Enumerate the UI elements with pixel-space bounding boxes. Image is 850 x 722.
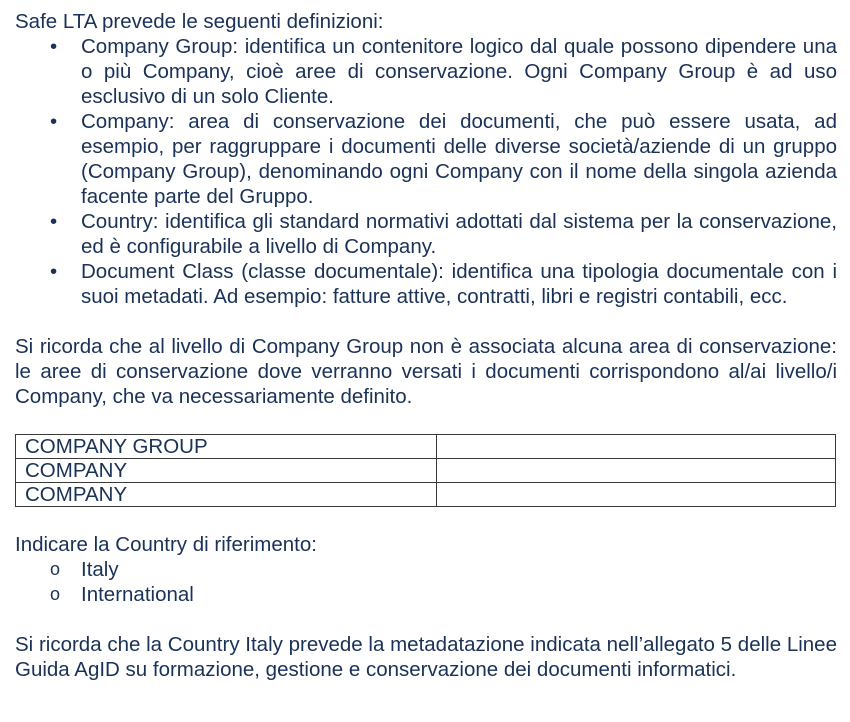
table-cell-label: COMPANY bbox=[16, 483, 437, 507]
definition-document-class: Document Class (classe documentale): identifica una tipologia documentale con i suoi metadati. Ad esempio: fatture attive, contratti, libri e registri contabili, ecc. bbox=[81, 260, 837, 308]
list-item bbox=[15, 259, 837, 309]
bullet-icon: • bbox=[50, 110, 58, 133]
country-option-label: International bbox=[81, 583, 194, 606]
company-group-note: Si ricorda che al livello di Company Group non è associata alcuna area di conservazione: le aree di conservazione dove verranno versati i documenti corrispondono al/ai livello/i Company, che va necessariamente definito. bbox=[15, 335, 837, 408]
table-cell-value[interactable] bbox=[437, 435, 836, 459]
table-cell-label: COMPANY bbox=[16, 459, 437, 483]
country-option-label: Italy bbox=[81, 558, 119, 581]
country-options-list bbox=[15, 557, 837, 607]
table-cell-label: COMPANY GROUP bbox=[16, 435, 437, 459]
table-cell-value[interactable] bbox=[437, 459, 836, 483]
bullet-icon: • bbox=[50, 210, 58, 233]
definition-country: Country: identifica gli standard normativi adottati dal sistema per la conservazione, ed è configurabile a livello di Company. bbox=[81, 210, 837, 258]
circle-bullet-icon: o bbox=[49, 584, 60, 604]
definition-company-group: Company Group: identifica un contenitore logico dal quale possono dipendere una o più Company, cioè aree di conservazione. Ogni Company Group è ad uso esclusivo di un solo Cliente. bbox=[81, 35, 837, 108]
country-option-italy[interactable] bbox=[15, 557, 837, 582]
table-row bbox=[16, 459, 836, 483]
document-body bbox=[15, 9, 837, 682]
list-item bbox=[15, 109, 837, 209]
table-row bbox=[16, 483, 836, 507]
table-row bbox=[16, 435, 836, 459]
list-item bbox=[15, 209, 837, 259]
intro-paragraph: Safe LTA prevede le seguenti definizioni: bbox=[15, 10, 384, 33]
circle-bullet-icon: o bbox=[49, 559, 60, 579]
country-italy-note: Si ricorda che la Country Italy prevede la metadatazione indicata nell’allegato 5 delle Linee Guida AgID su formazione, gestione e conservazione dei documenti informatici. bbox=[15, 633, 837, 681]
bullet-icon: • bbox=[50, 35, 58, 58]
table-cell-value[interactable] bbox=[437, 483, 836, 507]
company-table bbox=[15, 434, 836, 507]
definitions-list bbox=[15, 34, 837, 309]
list-item bbox=[15, 34, 837, 109]
definition-company: Company: area di conservazione dei documenti, che può essere usata, ad esempio, per raggruppare i documenti delle diverse società/aziende di un gruppo (Company Group), denominando ogni Company con il nome della singola azienda facente parte del Gruppo. bbox=[81, 110, 837, 208]
country-option-international[interactable] bbox=[15, 582, 837, 607]
country-question: Indicare la Country di riferimento: bbox=[15, 533, 317, 556]
bullet-icon: • bbox=[50, 260, 58, 283]
